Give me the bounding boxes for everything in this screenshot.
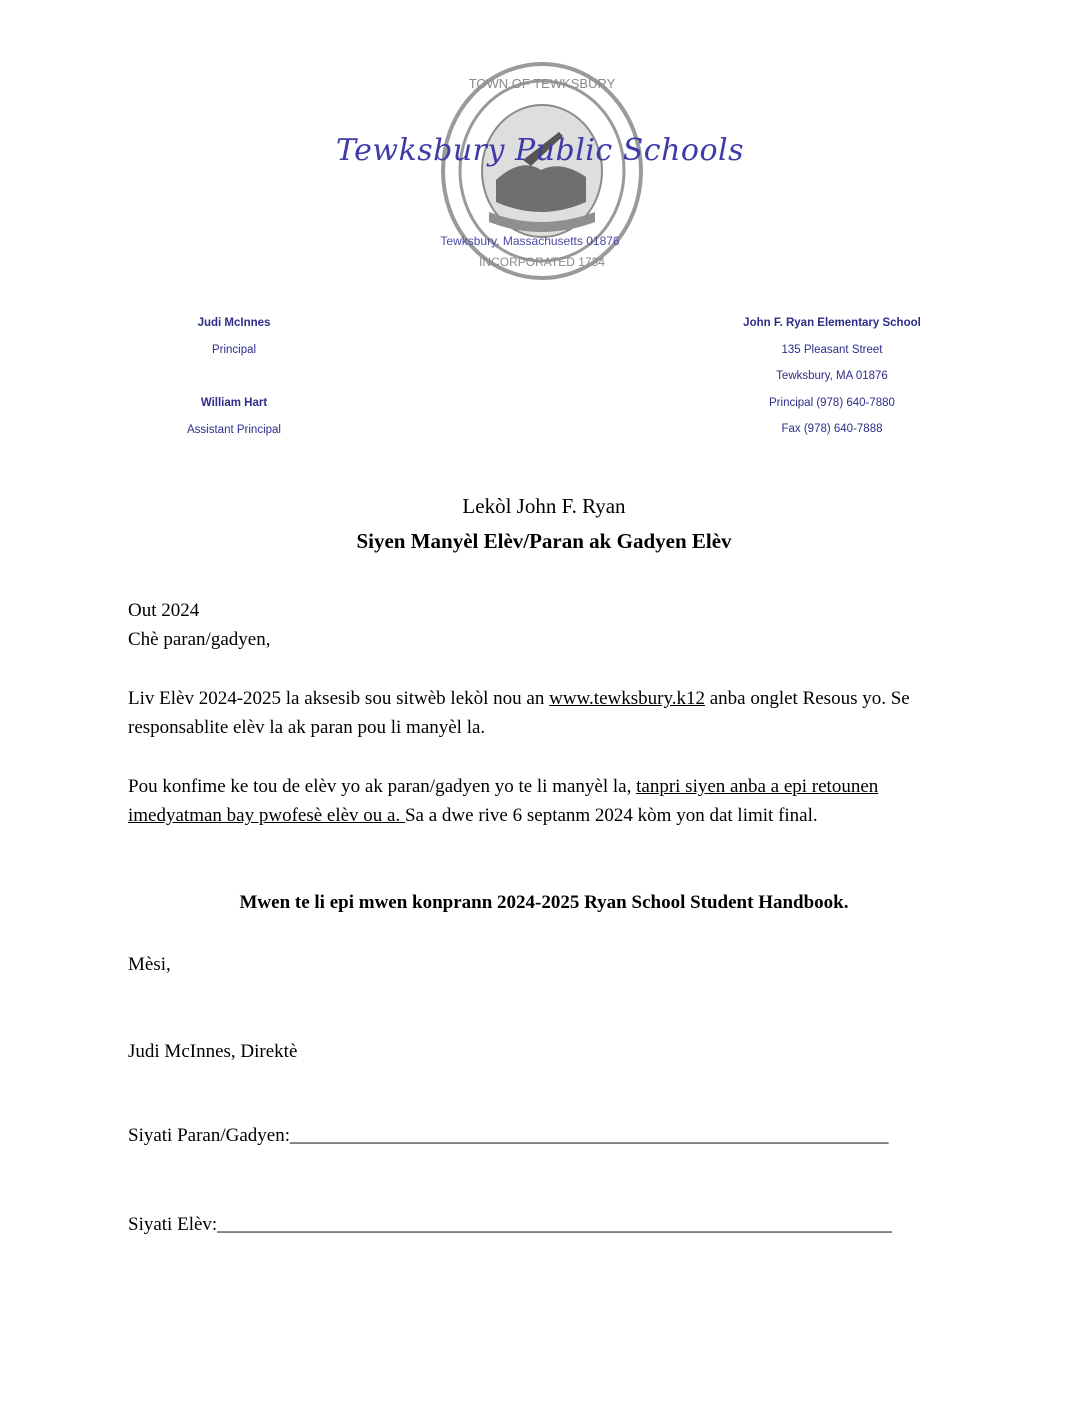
p2-text-a: Pou konfime ke tou de elèv yo ak paran/gadyen yo te li manyèl la, <box>128 776 637 797</box>
letter-date: Out 2024 <box>128 600 200 621</box>
principal-name: Judi McInnes <box>197 317 271 329</box>
paragraph-handbook-access <box>128 684 958 742</box>
school-name: John F. Ryan Elementary School <box>743 317 921 329</box>
signer-name: Judi McInnes, Direktè <box>128 1041 298 1062</box>
school-website-link[interactable]: www.tewksbury.k12 <box>549 688 705 709</box>
parent-signature-label: Siyati Paran/Gadyen: <box>128 1125 290 1146</box>
school-fax: Fax (978) 640-7888 <box>781 423 883 435</box>
acknowledgement-statement: Mwen te li epi mwen konprann 2024-2025 Ryan School Student Handbook. <box>239 892 849 913</box>
school-street: 135 Pleasant Street <box>781 343 883 356</box>
letterhead-right-column <box>700 310 964 443</box>
p1-text-b: anba onglet Resous yo. Se responsablite elèv la ak paran pou li manyèl la. <box>128 688 910 738</box>
closing: Mèsi, <box>128 954 171 975</box>
assistant-principal-name: William Hart <box>200 397 268 409</box>
paragraph-confirm <box>128 772 958 830</box>
school-heading: Lekòl John F. Ryan <box>462 494 626 518</box>
student-signature-label: Siyati Elèv: <box>128 1214 218 1235</box>
student-signature-line[interactable]: _______________________________________________________________________ <box>217 1214 892 1235</box>
student-signature-field[interactable] <box>128 1214 892 1236</box>
greeting: Chè paran/gadyen, <box>128 629 271 650</box>
school-city: Tewksbury, MA 01876 <box>776 370 888 382</box>
school-phone: Principal (978) 640-7880 <box>769 396 895 409</box>
document-title: Siyen Manyèl Elèv/Paran ak Gadyen Elèv <box>356 529 732 553</box>
letterhead-city: Tewksbury, Massachusetts 01876 <box>440 234 620 248</box>
p2-underlined-instruction: tanpri siyen anba a epi retounen imedyatman bay pwofesè elèv ou a. <box>128 776 879 826</box>
brand-wordmark: Tewksbury Public Schools <box>335 133 745 168</box>
p1-text-a: Liv Elèv 2024-2025 la aksesib sou sitwèb lekòl nou an <box>128 688 550 709</box>
assistant-principal-title: Assistant Principal <box>187 423 281 436</box>
svg-text:INCORPORATED 1734: INCORPORATED 1734 <box>479 255 605 269</box>
p2-text-b: Sa a dwe rive 6 septanm 2024 kòm yon dat limit final. <box>404 805 818 826</box>
parent-signature-field[interactable] <box>128 1125 889 1147</box>
parent-signature-line[interactable]: _______________________________________________________________ <box>290 1125 889 1146</box>
principal-title: Principal <box>211 343 257 356</box>
svg-text:TOWN OF TEWKSBURY: TOWN OF TEWKSBURY <box>468 76 616 91</box>
letterhead-left-column <box>134 310 334 443</box>
